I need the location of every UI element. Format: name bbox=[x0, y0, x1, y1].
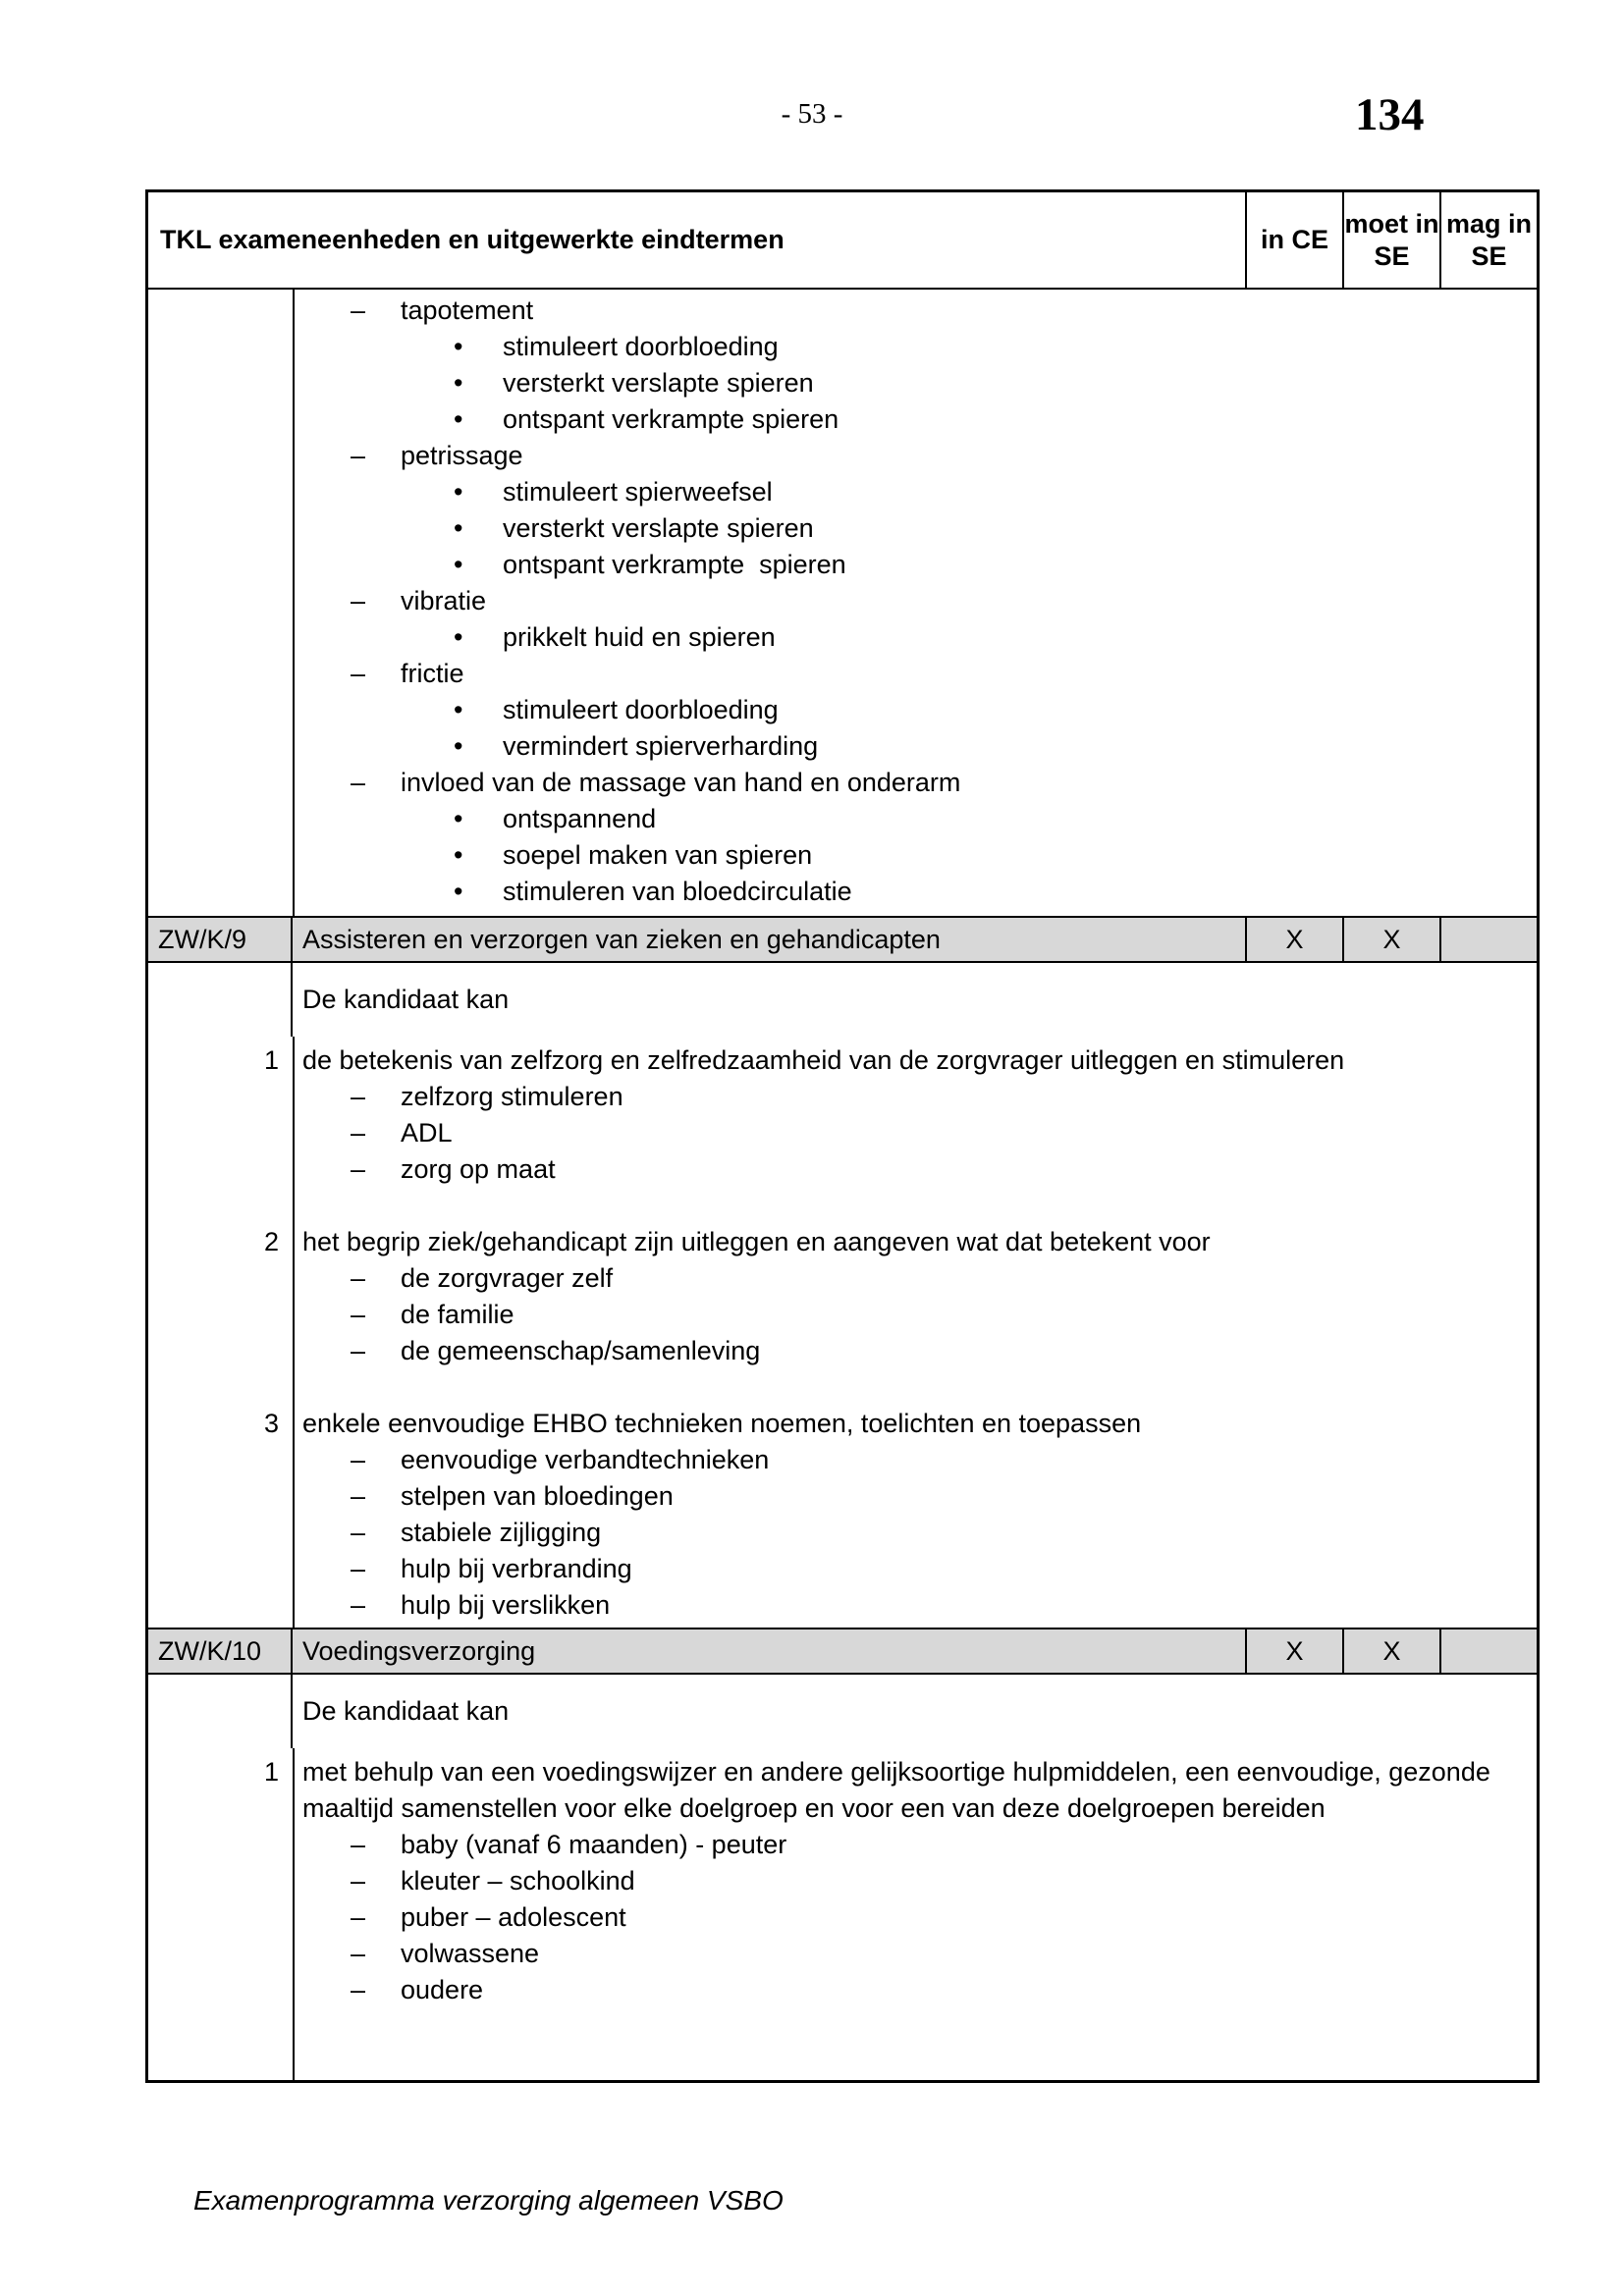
dash-item bbox=[351, 1899, 1522, 1936]
numbered-item bbox=[148, 1224, 1537, 1369]
bullet-item bbox=[454, 329, 1537, 365]
dash-marker: – bbox=[351, 659, 366, 688]
item-text: enkele eenvoudige EHBO technieken noemen, toelichten en toepassen bbox=[302, 1409, 1142, 1438]
column-header-mag-in-se: mag in SE bbox=[1445, 208, 1532, 271]
dash-item-text: kleuter – schoolkind bbox=[401, 1866, 635, 1896]
dash-item-text: de familie bbox=[401, 1300, 514, 1329]
column-divider-line bbox=[293, 1037, 295, 1628]
column-divider-line bbox=[293, 1748, 295, 2080]
dash-item-text: puber – adolescent bbox=[401, 1902, 626, 1932]
numbered-item bbox=[148, 1754, 1537, 2008]
item-body bbox=[293, 1042, 1537, 1188]
page-number: 134 bbox=[1355, 89, 1425, 140]
kandidaat-kan-row bbox=[148, 963, 1537, 1037]
bullet-item bbox=[454, 801, 1537, 837]
dash-item-text: invloed van de massage van hand en onderarm bbox=[401, 768, 961, 797]
kandidaat-kan-row bbox=[148, 1675, 1537, 1748]
column-divider-line bbox=[293, 290, 295, 916]
table-body bbox=[148, 290, 1537, 2080]
bullet-marker: • bbox=[454, 877, 463, 906]
dash-item-text: ADL bbox=[401, 1118, 453, 1148]
dash-item-text: de gemeenschap/samenleving bbox=[401, 1336, 761, 1365]
dash-item-text: tapotement bbox=[401, 295, 534, 325]
table-header-row bbox=[148, 192, 1537, 290]
bullet-marker: • bbox=[454, 840, 463, 870]
bullet-item bbox=[454, 728, 1537, 765]
moet-se-mark: X bbox=[1344, 1629, 1441, 1673]
item-text: de betekenis van zelfzorg en zelfredzaamheid van de zorgvrager uitleggen en stimuleren bbox=[302, 1045, 1345, 1075]
dash-item bbox=[351, 1827, 1522, 1863]
bullet-item-text: stimuleren van bloedcirculatie bbox=[503, 877, 852, 906]
bullet-marker: • bbox=[454, 622, 463, 652]
dash-item-text: frictie bbox=[401, 659, 464, 688]
bullet-continuation-row bbox=[148, 290, 1537, 916]
dash-marker: – bbox=[351, 1975, 366, 2004]
bullet-item-text: prikkelt huid en spieren bbox=[503, 622, 776, 652]
dash-item bbox=[351, 1587, 1522, 1624]
dash-item bbox=[351, 1551, 1522, 1587]
dash-marker: – bbox=[351, 1336, 366, 1365]
dash-item bbox=[351, 438, 1537, 474]
dash-item bbox=[351, 1936, 1522, 1972]
dash-item bbox=[351, 1260, 1522, 1297]
dash-item-text: volwassene bbox=[401, 1939, 540, 1968]
dash-item-text: vibratie bbox=[401, 586, 487, 615]
section-banner-row bbox=[148, 1628, 1537, 1675]
bullet-marker: • bbox=[454, 550, 463, 579]
in-ce-mark: X bbox=[1247, 918, 1344, 961]
bullet-item-text: versterkt verslapte spieren bbox=[503, 368, 814, 398]
bullet-marker: • bbox=[454, 477, 463, 507]
bullet-marker: • bbox=[454, 804, 463, 833]
bullet-marker: • bbox=[454, 368, 463, 398]
item-number: 2 bbox=[263, 1227, 279, 1256]
item-text: met behulp van een voedingswijzer en andere gelijksoortige hulpmiddelen, een eenvoudige, gezonde maaltijd samenstellen voor elke doelgroep en voor een van deze doelgroepen bereiden bbox=[302, 1757, 1498, 1823]
item-body bbox=[293, 1406, 1537, 1624]
item-number: 1 bbox=[263, 1757, 279, 1787]
bullet-marker: • bbox=[454, 731, 463, 761]
bullet-item bbox=[454, 365, 1537, 401]
bullet-item bbox=[454, 692, 1537, 728]
dash-marker: – bbox=[351, 1554, 366, 1583]
bullet-item bbox=[454, 619, 1537, 656]
dash-item bbox=[351, 1151, 1522, 1188]
bullet-marker: • bbox=[454, 404, 463, 434]
bullet-marker: • bbox=[454, 695, 463, 724]
in-ce-mark: X bbox=[1247, 1629, 1344, 1673]
mag-se-mark bbox=[1441, 918, 1537, 961]
item-text: het begrip ziek/gehandicapt zijn uitleggen en aangeven wat dat betekent voor bbox=[302, 1227, 1211, 1256]
bullet-item-text: ontspant verkrampte spieren bbox=[503, 404, 839, 434]
bullet-item-text: ontspant verkrampte spieren bbox=[503, 550, 846, 579]
dash-item-text: stabiele zijligging bbox=[401, 1518, 602, 1547]
item-number: 1 bbox=[263, 1045, 279, 1075]
bullet-item bbox=[454, 474, 1537, 510]
numbered-items-row bbox=[148, 1748, 1537, 2080]
dash-item-text: de zorgvrager zelf bbox=[401, 1263, 614, 1293]
moet-se-mark: X bbox=[1344, 918, 1441, 961]
dash-marker: – bbox=[351, 1118, 366, 1148]
dash-marker: – bbox=[351, 295, 366, 325]
dash-item bbox=[351, 1079, 1522, 1115]
exam-terms-table bbox=[145, 189, 1540, 2083]
dash-item-text: hulp bij verbranding bbox=[401, 1554, 632, 1583]
dash-item bbox=[351, 293, 1537, 329]
bullet-item bbox=[454, 510, 1537, 547]
item-body bbox=[293, 1754, 1537, 2008]
table-header-title: TKL exameneenheden en uitgewerkte eindtermen bbox=[148, 192, 1247, 288]
page-label: - 53 - bbox=[781, 98, 843, 130]
dash-item bbox=[351, 1297, 1522, 1333]
bullet-item-text: stimuleert spierweefsel bbox=[503, 477, 773, 507]
dash-item bbox=[351, 1515, 1522, 1551]
section-code: ZW/K/9 bbox=[148, 918, 293, 961]
dash-marker: – bbox=[351, 441, 366, 470]
bullet-marker: • bbox=[454, 513, 463, 543]
dash-marker: – bbox=[351, 1939, 366, 1968]
bullet-item-text: stimuleert doorbloeding bbox=[503, 332, 779, 361]
kandidaat-kan-text: De kandidaat kan bbox=[302, 1696, 510, 1726]
bullet-item bbox=[454, 547, 1537, 583]
bullet-item-text: stimuleert doorbloeding bbox=[503, 695, 779, 724]
dash-item bbox=[351, 583, 1537, 619]
dash-item bbox=[351, 1442, 1522, 1478]
numbered-items-row bbox=[148, 1037, 1537, 1628]
dash-marker: – bbox=[351, 1154, 366, 1184]
left-column-empty-cell bbox=[148, 1675, 293, 1748]
bullet-item bbox=[454, 401, 1537, 438]
left-column-empty-cell bbox=[148, 963, 293, 1037]
kandidaat-kan-text: De kandidaat kan bbox=[302, 985, 510, 1014]
dash-marker: – bbox=[351, 1518, 366, 1547]
dash-marker: – bbox=[351, 1300, 366, 1329]
dash-item-text: eenvoudige verbandtechnieken bbox=[401, 1445, 770, 1474]
section-banner-row bbox=[148, 916, 1537, 963]
bullet-item bbox=[454, 837, 1537, 874]
dash-item-text: petrissage bbox=[401, 441, 523, 470]
dash-item bbox=[351, 656, 1537, 692]
dash-item-text: hulp bij verslikken bbox=[401, 1590, 611, 1620]
column-header-in-ce: in CE bbox=[1247, 192, 1344, 288]
mag-se-mark bbox=[1441, 1629, 1537, 1673]
item-number: 3 bbox=[263, 1409, 279, 1438]
dash-marker: – bbox=[351, 768, 366, 797]
dash-marker: – bbox=[351, 1590, 366, 1620]
dash-item bbox=[351, 1333, 1522, 1369]
footer-document-title: Examenprogramma verzorging algemeen VSBO bbox=[193, 2185, 784, 2216]
bullet-item-text: vermindert spierverharding bbox=[503, 731, 819, 761]
dash-item-text: zorg op maat bbox=[401, 1154, 556, 1184]
bullet-item-text: soepel maken van spieren bbox=[503, 840, 813, 870]
bullet-item bbox=[454, 874, 1537, 910]
dash-marker: – bbox=[351, 1902, 366, 1932]
bullet-marker: • bbox=[454, 332, 463, 361]
dash-item-text: oudere bbox=[401, 1975, 484, 2004]
dash-item bbox=[351, 1972, 1522, 2008]
dash-marker: – bbox=[351, 1830, 366, 1859]
section-code: ZW/K/10 bbox=[148, 1629, 293, 1673]
numbered-item bbox=[148, 1042, 1537, 1188]
section-title: Assisteren en verzorgen van zieken en gehandicapten bbox=[293, 918, 1247, 961]
dash-marker: – bbox=[351, 1082, 366, 1111]
dash-item bbox=[351, 1478, 1522, 1515]
dash-marker: – bbox=[351, 1263, 366, 1293]
bullet-item-text: versterkt verslapte spieren bbox=[503, 513, 814, 543]
dash-marker: – bbox=[351, 1445, 366, 1474]
dash-marker: – bbox=[351, 1866, 366, 1896]
dash-item-text: zelfzorg stimuleren bbox=[401, 1082, 623, 1111]
section-title: Voedingsverzorging bbox=[293, 1629, 1247, 1673]
dash-marker: – bbox=[351, 1481, 366, 1511]
item-body bbox=[293, 1224, 1537, 1369]
dash-item bbox=[351, 1115, 1522, 1151]
dash-marker: – bbox=[351, 586, 366, 615]
dash-item-text: baby (vanaf 6 maanden) - peuter bbox=[401, 1830, 787, 1859]
dash-item bbox=[351, 1863, 1522, 1899]
bullet-item-text: ontspannend bbox=[503, 804, 657, 833]
dash-item bbox=[351, 765, 1537, 801]
dash-item-text: stelpen van bloedingen bbox=[401, 1481, 674, 1511]
numbered-item bbox=[148, 1406, 1537, 1624]
column-header-moet-in-se: moet in SE bbox=[1344, 192, 1441, 288]
